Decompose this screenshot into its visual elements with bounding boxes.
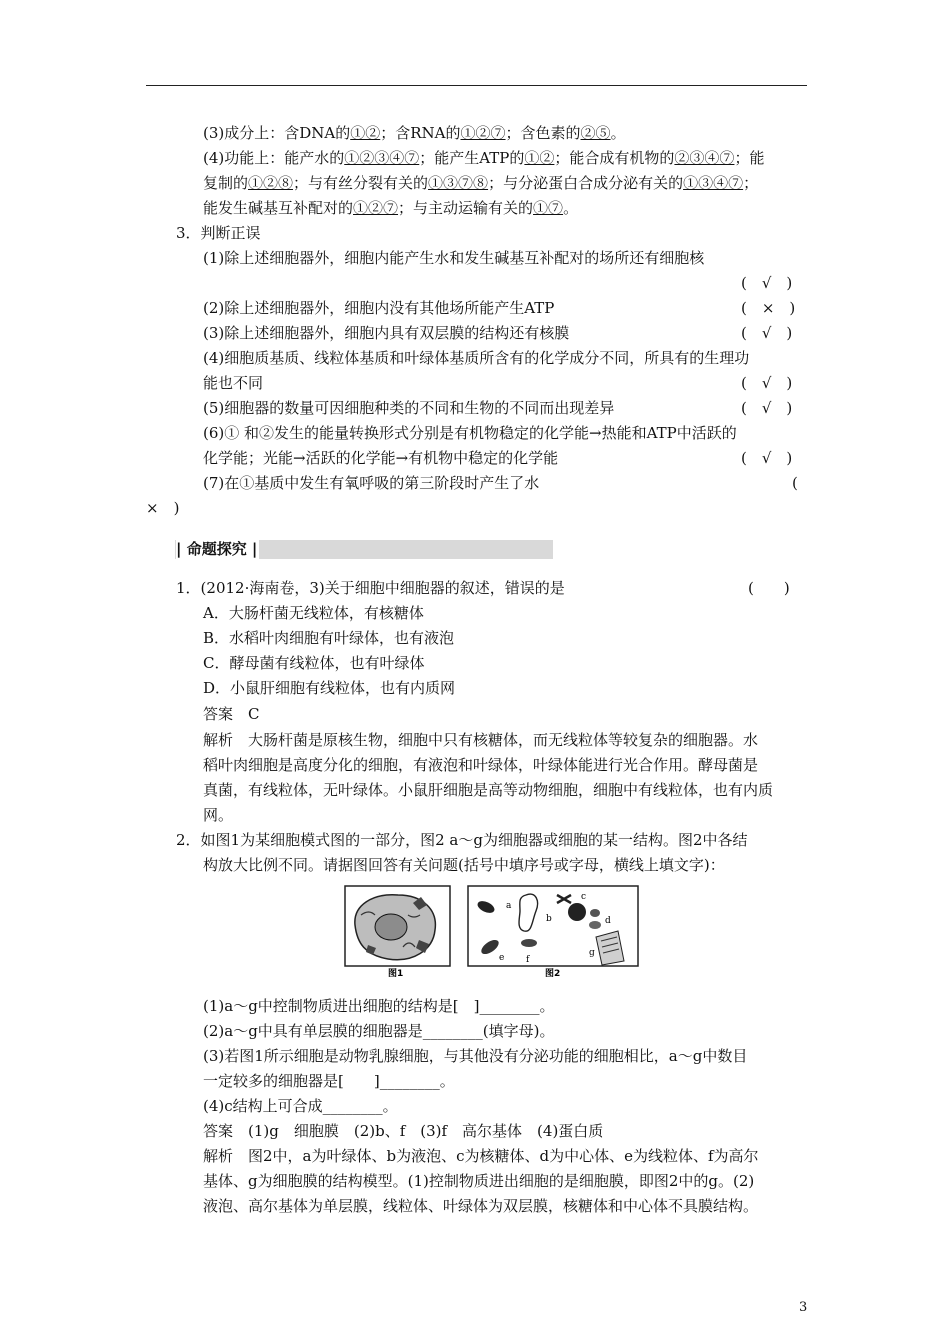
label-d: d xyxy=(605,916,611,926)
judge-mark-3: ( √ ) xyxy=(741,324,793,342)
nucleus xyxy=(375,914,407,940)
q2-part-3: (3)若图1所示细胞是动物乳腺细胞，与其他没有分泌功能的细胞相比，a～g中数目 xyxy=(203,1047,748,1065)
q2-part-3-cont: 一定较多的细胞器是[ ]________。 xyxy=(203,1072,455,1090)
golgi-f xyxy=(521,939,537,947)
judge-mark-4: ( √ ) xyxy=(741,374,793,392)
q1-option-d: D．小鼠肝细胞有线粒体，也有内质网 xyxy=(203,679,456,697)
judge-mark-6: ( √ ) xyxy=(741,449,793,467)
judge-mark-7-open: ( xyxy=(792,474,798,492)
judge-mark-1: ( √ ) xyxy=(741,274,793,292)
label-a: a xyxy=(506,901,512,911)
q2-answer: 答案 (1)g 细胞膜 (2)b、f (3)f 高尔基体 (4)蛋白质 xyxy=(203,1122,604,1140)
function-line-3: 能发生碱基互补配对的①②⑦；与主动运输有关的①⑦。 xyxy=(203,199,579,217)
q1-explanation-3: 真菌，有线粒体，无叶绿体。小鼠肝细胞是高等动物细胞，细胞中有线粒体，也有内质 xyxy=(203,781,774,799)
judge-item-4: (4)细胞质基质、线粒体基质和叶绿体基质所含有的化学成分不同，所具有的生理功 xyxy=(203,349,750,367)
q2-explanation-1: 解析 图2中，a为叶绿体、b为液泡、c为核糖体、d为中心体、e为线粒体、f为高尔 xyxy=(203,1147,759,1165)
q1-option-b: B．水稻叶肉细胞有叶绿体，也有液泡 xyxy=(203,629,455,647)
q1-option-c: C．酵母菌有线粒体，也有叶绿体 xyxy=(203,654,425,672)
q2-explanation-2: 基体、g为细胞膜的结构模型。(1)控制物质进出细胞的是细胞膜，即图2中的g。(2) xyxy=(203,1172,755,1190)
centriole-d xyxy=(589,921,601,929)
figure-1-caption: 图1 xyxy=(388,969,404,977)
q2-stem-2: 构放大比例不同。请据图回答有关问题(括号中填序号或字母，横线上填文字)： xyxy=(203,856,725,874)
q2-part-4: (4)c结构上可合成________。 xyxy=(203,1097,398,1115)
judge-item-6-cont: 化学能；光能→活跃的化学能→有机物中稳定的化学能 xyxy=(203,449,559,467)
q1-explanation-1: 解析 大肠杆菌是原核生物，细胞中只有核糖体，而无线粒体等较复杂的细胞器。水 xyxy=(203,731,759,749)
q1-explanation-2: 稻叶肉细胞是高度分化的细胞，有液泡和叶绿体，叶绿体能进行光合作用。酵母菌是 xyxy=(203,756,759,774)
label-b: b xyxy=(546,914,552,924)
judge-item-1: (1)除上述细胞器外，细胞内能产生水和发生碱基互补配对的场所还有细胞核 xyxy=(203,249,705,267)
section-title: | 命题探究 | xyxy=(176,540,258,558)
judge-mark-7: × ) xyxy=(146,499,180,517)
q2-stem-1: 2．如图1为某细胞模式图的一部分，图2 a～g为细胞器或细胞的某一结构。图2中各结 xyxy=(176,831,748,849)
judge-item-7: (7)在①基质中发生有氧呼吸的第三阶段时产生了水 xyxy=(203,474,540,492)
judge-heading: 3．判断正误 xyxy=(176,224,261,242)
judge-item-4-cont: 能也不同 xyxy=(203,374,264,392)
q2-part-1: (1)a～g中控制物质进出细胞的结构是[ ]________。 xyxy=(203,997,555,1015)
q1-answer: 答案 C xyxy=(203,705,260,723)
page-number: 3 xyxy=(799,1300,808,1315)
q1-option-a: A．大肠杆菌无线粒体，有核糖体 xyxy=(203,604,424,622)
function-line-1: (4)功能上：能产水的①②③④⑦；能产生ATP的①②；能合成有机物的②③④⑦；能 xyxy=(203,149,765,167)
label-c: c xyxy=(581,892,587,902)
judge-mark-5: ( √ ) xyxy=(741,399,793,417)
figure-2-caption: 图2 xyxy=(545,969,561,977)
judge-item-3: (3)除上述细胞器外，细胞内具有双层膜的结构还有核膜 xyxy=(203,324,570,342)
label-e: e xyxy=(499,953,505,963)
composition-line: (3)成分上：含DNA的①②；含RNA的①②⑦；含色素的②⑤。 xyxy=(203,124,626,142)
function-line-2: 复制的①②⑧；与有丝分裂有关的①③⑦⑧；与分泌蛋白合成分泌有关的①③④⑦； xyxy=(203,174,759,192)
q1-explanation-4: 网。 xyxy=(203,806,234,824)
q2-part-2: (2)a～g中具有单层膜的细胞器是________(填字母)。 xyxy=(203,1022,555,1040)
header-rule xyxy=(146,85,807,86)
cell-figure xyxy=(343,885,641,977)
label-f: f xyxy=(526,955,530,965)
judge-item-6: (6)① 和②发生的能量转换形式分别是有机物稳定的化学能→热能和ATP中活跃的 xyxy=(203,424,737,442)
ribosome-c xyxy=(568,903,586,921)
q1-stem: 1．(2012·海南卷，3)关于细胞中细胞器的叙述，错误的是 xyxy=(176,579,565,597)
q2-explanation-3: 液泡、高尔基体为单层膜，线粒体、叶绿体为双层膜，核糖体和中心体不具膜结构。 xyxy=(203,1197,759,1215)
judge-item-5: (5)细胞器的数量可因细胞种类的不同和生物的不同而出现差异 xyxy=(203,399,615,417)
judge-mark-2: ( × ) xyxy=(741,299,796,317)
label-g: g xyxy=(589,948,595,958)
q1-answer-paren: ( ) xyxy=(748,579,790,597)
judge-item-2: (2)除上述细胞器外，细胞内没有其他场所能产生ATP xyxy=(203,299,555,317)
